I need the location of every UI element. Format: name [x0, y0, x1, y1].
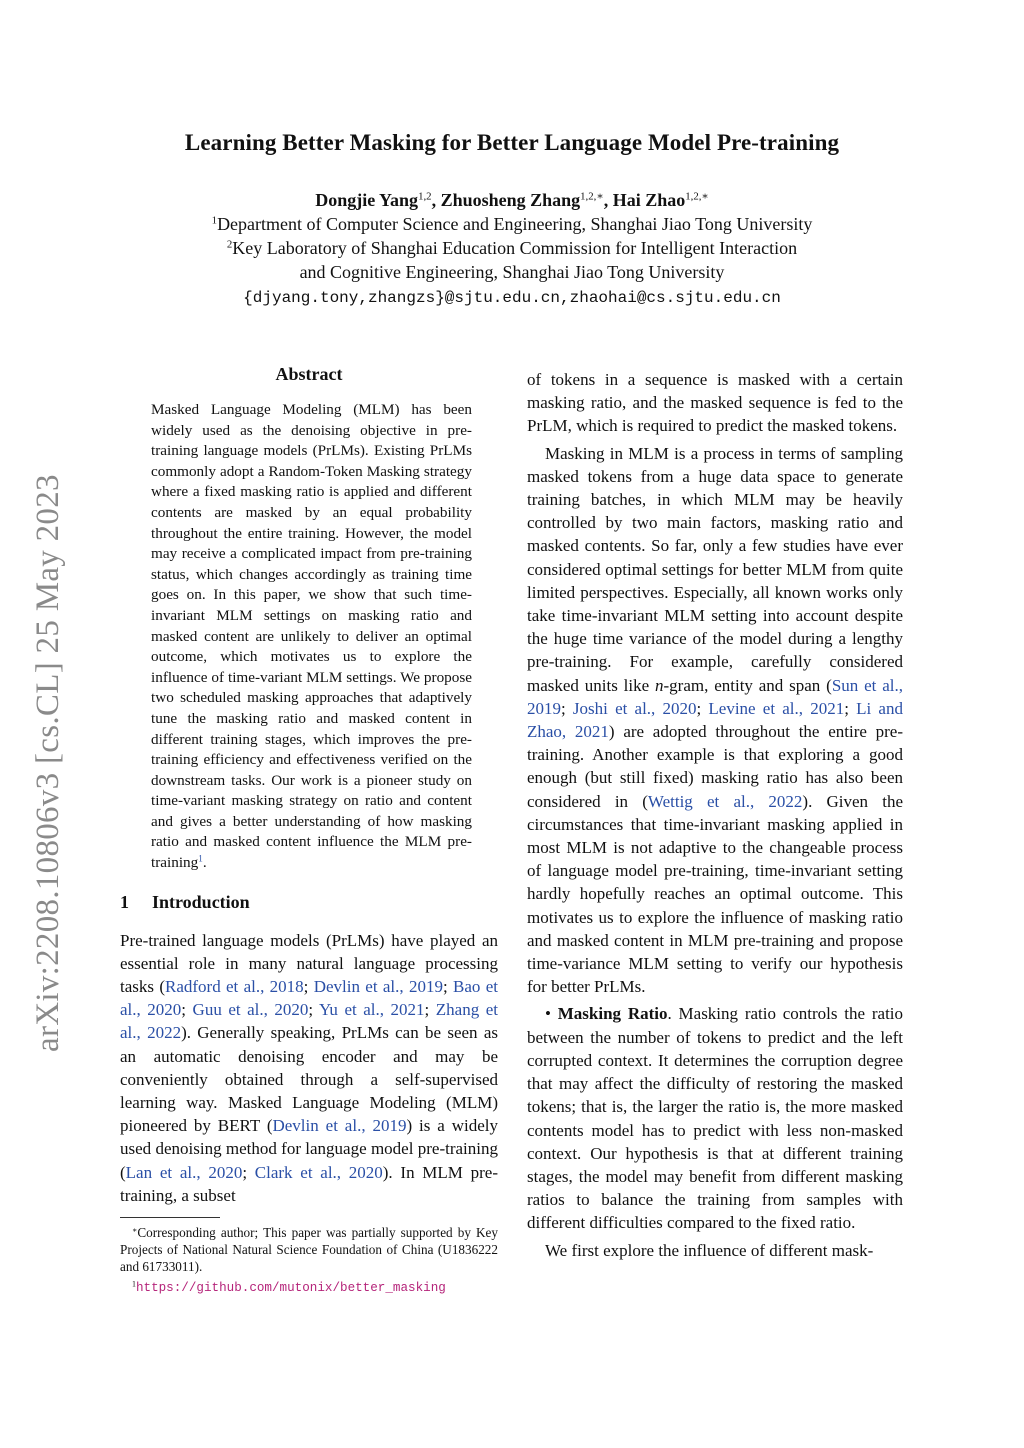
text-span: ) is a widely used denoising method for language model pre-training ( — [120, 1116, 498, 1182]
section-heading-introduction — [120, 892, 498, 913]
paragraph-text-split: ). In MLM pre-training, a subset — [120, 1162, 498, 1205]
author-affil-mark: 1,2,∗ — [580, 190, 604, 203]
text-span: ) are adopted throughout the entire pre-training. Another example is that exploring a good enough (but still fixed) masking ratio has also been considered in ( — [527, 722, 903, 811]
citation-link[interactable]: Devlin et al., 2019 — [313, 977, 443, 997]
text-span: ; — [561, 698, 573, 718]
abstract-heading: Abstract — [275, 364, 343, 384]
footnote-divider — [120, 1217, 220, 1218]
text-span: ; — [844, 698, 857, 718]
intro-paragraph-2 — [527, 442, 903, 999]
author-name: Hai Zhao — [612, 190, 686, 210]
abstract-body — [151, 400, 472, 874]
affil-text: Department of Computer Science and Engineering, Shanghai Jiao Tong University — [217, 214, 813, 234]
citation-link[interactable]: Devlin et al., 2019 — [272, 1116, 407, 1136]
intro-paragraph-3 — [527, 1002, 903, 1234]
text-span: ; — [303, 977, 314, 997]
citation-link[interactable]: Wettig et al., 2022 — [647, 791, 803, 811]
author-emails: {djyang.tony,zhangzs}@sjtu.edu.cn,zhaohai@cs.sjtu.edu.cn — [243, 289, 781, 307]
citation-link[interactable]: Guu et al., 2020 — [192, 1000, 309, 1020]
citation-link[interactable]: Li and Zhao, 2021 — [527, 698, 903, 742]
math-variable: n — [655, 675, 664, 695]
intro-paragraph-1 — [120, 929, 498, 1207]
text-span: -gram, entity and span ( — [663, 675, 832, 695]
text-span: ; — [442, 977, 454, 997]
text-span: ; — [242, 1162, 255, 1182]
section-number: 1 — [120, 891, 129, 912]
intro-paragraph-4: We first explore the influence of different mask- — [545, 1240, 874, 1260]
affil-text: Key Laboratory of Shanghai Education Commission for Intelligent Interaction — [232, 238, 798, 258]
abstract-end: . — [202, 854, 207, 872]
citation-link[interactable]: Zhang et al., 2022 — [120, 1000, 498, 1043]
section-title: Introduction — [152, 891, 250, 912]
arxiv-identifier: arXiv:2208.10806v3 [cs.CL] 25 May 2023 — [30, 474, 66, 1052]
code-repository-link[interactable]: https://github.com/mutonix/better_masking — [135, 1281, 446, 1296]
author-name: Zhuosheng Zhang — [440, 190, 581, 210]
footnote-corresponding — [120, 1224, 498, 1275]
citation-link[interactable]: Yu et al., 2021 — [319, 1000, 425, 1020]
affiliation-1 — [0, 214, 1024, 235]
footnote-code-url — [120, 1278, 498, 1297]
author-affil-mark: 1,2,∗ — [685, 190, 709, 203]
footnote-text: Corresponding author; This paper was partially supported by Key Projects of National Natural Science Foundation of China (U1836222 and 61733011). — [120, 1225, 498, 1275]
text-span: ; — [308, 1000, 320, 1020]
author-list: Dongjie Yang$^{1,2}$, Zhuosheng Zhang$^{1,2,∗}$, Hai Zhao$^{1,2,∗}$ — [315, 190, 709, 210]
citation-link[interactable]: Lan et al., 2020 — [125, 1162, 243, 1182]
citation-link[interactable]: Bao et al., 2020 — [120, 977, 498, 1020]
citation-link[interactable]: Clark et al., 2020 — [254, 1162, 383, 1182]
text-span: ; — [181, 1000, 193, 1020]
text-span: ; — [424, 1000, 436, 1020]
citation-link[interactable]: Radford et al., 2018 — [164, 977, 304, 997]
text-span: Masking in MLM is a process in terms of sampling masked tokens from a huge data space to generate training batches, in which MLM may be heavily controlled by two main factors, masking ratio and masked contents. So far, only a few studies have ever considered optimal settings for better MLM from quite limited perspectives. Especially, all known works only take time-invariant MLM setting into account despite the huge time variance of the model during a lengthy pre-training. For example, carefully considered masked units like — [527, 443, 903, 695]
citation-link[interactable]: Joshi et al., 2020 — [572, 698, 697, 718]
paper-title: Learning Better Masking for Better Language Model Pre-training — [184, 130, 840, 155]
citation-link[interactable]: Levine et al., 2021 — [708, 698, 845, 718]
bold-term: Masking Ratio — [557, 1004, 668, 1024]
right-column — [527, 368, 903, 1262]
author-name: Dongjie Yang — [315, 190, 419, 210]
abstract-text: Masked Language Modeling (MLM) has been widely used as the denoising objective in pre-training language models (PrLMs). Existing PrLMs commonly adopt a Random-Token Masking strategy where a fixed masking ratio is applied and different contents are masked by an equal probability throughout the entire training. However, the model may receive a complicated impact from pre-training status, which changes accordingly as training time goes on. In this paper, we show that such time-invariant MLM settings on masking ratio and masked content are unlikely to deliver an optimal outcome, which motivates us to explore the influence of time-variant MLM settings. We propose two scheduled masking approaches that adaptively tune the masking ratio and masked content in different training stages, which improves the pre-training efficiency and effectiveness verified on the downstream tasks. Our work is a pioneer study on time-variant masking strategy on ratio and content and gives a better understanding of how masking ratio and masked content influence the MLM pre-training — [151, 401, 472, 872]
text-span: ; — [696, 698, 709, 718]
affiliation-2 — [0, 238, 1024, 259]
bullet: • — [545, 1004, 551, 1024]
author-affil-mark: 1,2 — [418, 190, 432, 203]
text-span: ). Given the circumstances that time-invariant masking applied in most MLM is not adaptive to the changeable process of language model pre-training, time-invariant setting hardly hopefully reaches an optimal outcome. This motivates us to explore the influence of masking ratio and masked content in MLM pre-training and propose time-variance MLM setting to verify our hypothesis for better PrLMs. — [527, 791, 904, 997]
affil-mark: 2 — [226, 238, 233, 251]
left-column — [120, 364, 498, 1297]
footnote-ref[interactable]: 1 — [198, 853, 203, 864]
text-span: ). Generally speaking, PrLMs can be seen as an automatic denoising encoder and may be conveniently obtained through a self-supervised learning way. Masked Language Modeling (MLM) pioneered by BERT ( — [120, 1023, 498, 1136]
text-span: . Masking ratio controls the ratio between the number of tokens to predict and the left corrupted context. It determines the corruption degree that may affect the difficulty of restoring the masked tokens; that is, the larger the ratio is, the more masked contents model has to predict with less non-masked context. Our hypothesis is that at different training stages, the model may benefit from different masking ratios to balance the training from samples with different difficulties compared to the fixed ratio. — [527, 1004, 904, 1233]
footnote-mark: 1 — [132, 1279, 136, 1289]
intro-paragraph-1-continued: of tokens in a sequence is masked with a certain masking ratio, and the masked sequence is fed to the PrLM, which is required to predict the masked tokens. — [527, 370, 903, 436]
affiliation-2-cont: and Cognitive Engineering, Shanghai Jiao Tong University — [299, 262, 725, 282]
citation-link[interactable]: Sun et al., 2019 — [527, 675, 903, 718]
footnote-mark: ∗ — [132, 1225, 138, 1235]
text-span: Pre-trained language models (PrLMs) have played an essential role in many natural language processing tasks ( — [120, 930, 498, 997]
affil-mark: 1 — [211, 214, 218, 227]
